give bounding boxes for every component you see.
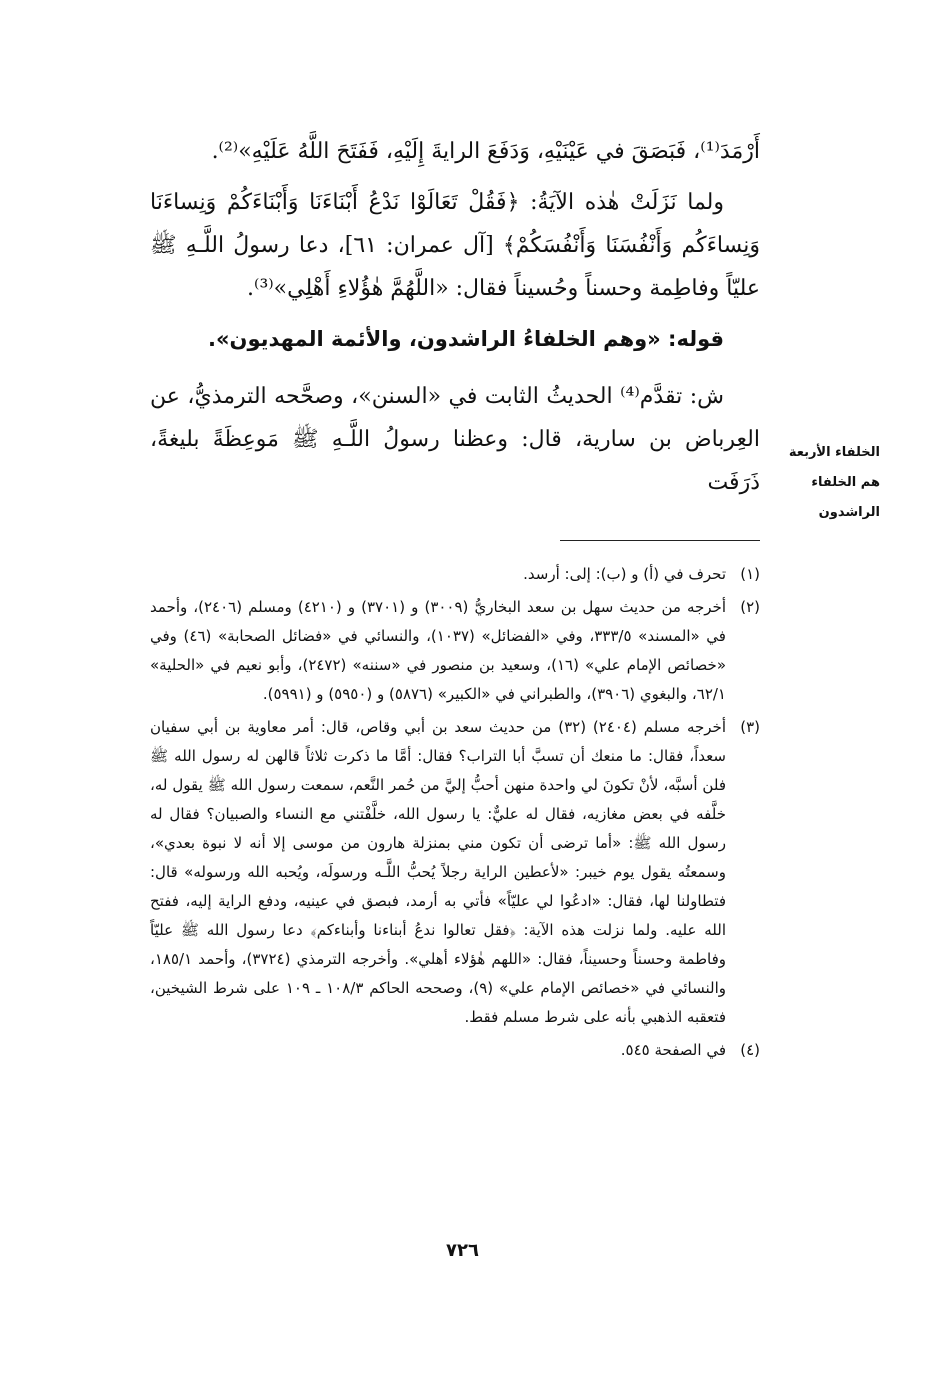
footnote-number: (٣) <box>740 718 760 736</box>
footnote-1 <box>150 560 760 589</box>
footnote-text: في الصفحة ٥٤٥. <box>620 1041 726 1059</box>
page-number: ٧٢٦ <box>446 1240 479 1261</box>
paragraph-2: ولما نَزَلَتْ هٰذه الآيَةُ: ﴿فَقُلْ تَعَالَوْا نَدْعُ أَبْنَاءَنَا وَأَبْنَاءَكُمْ وَنِساءَنَا وَنِساءَكُم وَأَنْفُسَنَا وَأَنْفُسَكُمْ﴾ [آل عمران: ٦١]، دعا رسولُ اللَّـهِ ﷺ عليّاً وفاطِمة وحسناً وحُسيناً فقال: «اللَّهُمَّ هٰؤُلاءِ أَهْلِي»⁽³⁾. <box>150 190 760 301</box>
footnote-text: أخرجه من حديث سهل بن سعد البخاريُّ (٣٠٠٩) و (٣٧٠١) و (٤٢١٠) ومسلم (٢٤٠٦)، وأحمد في «المسند» ٣٣٣/٥، وفي «الفضائل» (١٠٣٧)، والنسائي في «فضائل الصحابة» (٤٦) وفي «خصائص الإمام علي» (١٦)، وسعيد بن منصور في «سننه» (٢٤٧٢)، وأبو نعيم في «الحلية» ٦٢/١، والبغوي (٣٩٠٦)، والطبراني في «الكبير» (٥٨٧٦) و (٥٩٥٠) و (٥٩٩١). <box>150 598 726 703</box>
margin-note: الخلفاء الأربعة هم الخلفاء الراشدون <box>788 445 880 520</box>
footnotes <box>150 560 760 1069</box>
section-heading: قوله: «وهم الخلفاءُ الراشدون، والأئمة المهديون». <box>207 327 724 351</box>
paragraph-3: ش: تقدَّم⁽⁴⁾ الحديثُ الثابت في «السنن»، وصحَّحه الترمذيُّ، عن العِرباض بن سارية، قال: وعظنا رسولُ اللَّـهِ ﷺ مَوعِظَةً بليغةً، ذَرَفَت <box>150 384 760 495</box>
footnote-number: (٤) <box>740 1041 760 1059</box>
footnote-text: أخرجه مسلم (٢٤٠٤) (٣٢) من حديث سعد بن أبي وقاص، قال: أمر معاوية بن أبي سفيان سعداً، فقال: ما منعك أن تسبَّ أبا التراب؟ فقال: أمَّا ما ذكرت ثلاثاً قالهن له رسول الله ﷺ فلن أسبَّه، لأنْ تكونَ لي واحدة منهن أحبُّ إليَّ من حُمر النَّعم، سمعت رسول الله ﷺ يقول له، خلَّفه في بعض مغازيه، فقال له عليٌّ: يا رسول الله، خلَّفْتني مع النساء والصبيان؟ فقال له رسول الله ﷺ: «أما ترضى أن تكون مني بمنزلة هارون من موسى إلا أنه لا نبوة بعدي»، وسمعتُه يقول يوم خيبر: «لأعطين الراية رجلاً يُحبُّ اللَّـه ورسولَه، ويُحبه الله ورسوله» قال: فتطاولنا لها، فقال: «ادعُوا لي عليّاً» فأتي به أرمد، فبصق في عينيه، ودفع الراية إليه، ففتح الله عليه. ولما نزلت هذه الآية: ﴿فقل تعالوا ندعُ أبناءنا وأبناءكم﴾ دعا رسول الله ﷺ عليّاً وفاطمة وحسناً وحسيناً، فقال: «اللهم هٰؤلاء أهلي». وأخرجه الترمذي (٣٧٢٤)، وأحمد ١٨٥/١، والنسائي في «خصائص الإمام علي» (٩)، وصححه الحاكم ١٠٨/٣ ـ ١٠٩ على شرط الشيخين، فتعقبه الذهبي بأنه على شرط مسلم فقط. <box>150 718 726 1026</box>
footnote-number: (٢) <box>740 598 760 616</box>
footnote-4 <box>150 1036 760 1065</box>
main-text <box>150 130 760 512</box>
footnote-divider <box>560 540 760 541</box>
footnote-number: (١) <box>740 565 760 583</box>
footnote-text: تحرف في (أ) و (ب): إلى: أرسد. <box>523 565 726 583</box>
paragraph-1: أَرْمَدَ⁽¹⁾، فَبَصَقَ في عَيْنَيْهِ، وَدَفَعَ الرايةَ إِلَيْهِ، فَفَتَحَ اللَّهُ عَلَيْهِ»⁽²⁾. <box>211 139 760 164</box>
footnote-2 <box>150 593 760 709</box>
footnote-3 <box>150 713 760 1032</box>
